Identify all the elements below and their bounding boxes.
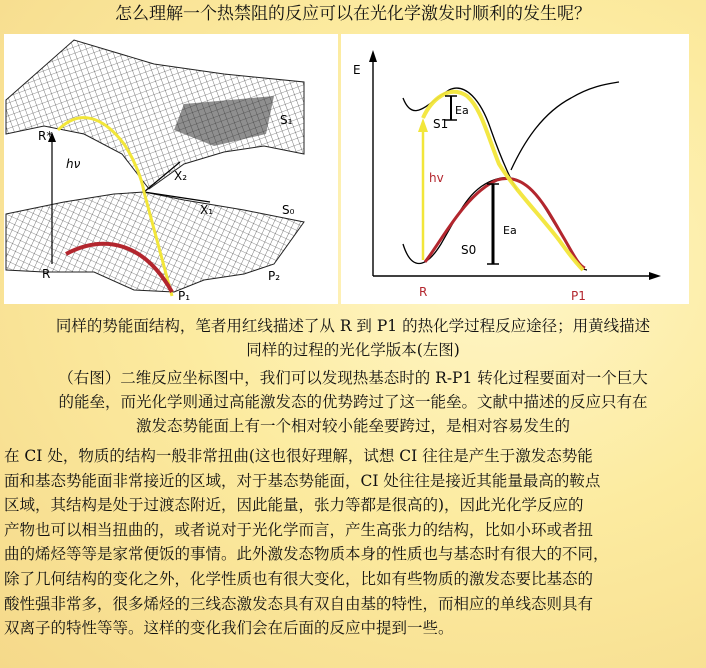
coordinate-axis-head xyxy=(649,272,661,280)
potential-surface-svg xyxy=(4,34,338,304)
potential-surface-3d-figure xyxy=(4,34,338,304)
paragraph-line: 激发态势能面上有一个相对较小能垒要跨过，是相对容易发生的 xyxy=(135,417,570,435)
paragraph-line: 曲的烯烃等等是家常便饭的事情。此外激发态物质本身的性质也与基态时有很大的不同， xyxy=(4,545,609,564)
paragraph-line: （右图）二维反应坐标图中，我们可以发现热基态时的 R-P1 转化过程要面对一个巨大 xyxy=(58,369,648,387)
paragraph-line: 双离子的特性等等。这样的变化我们会在后面的反应中提到一些。 xyxy=(4,619,454,638)
label-x2: X₂ xyxy=(174,169,188,183)
reaction-coordinate-figure xyxy=(341,34,689,304)
reaction-coordinate-svg xyxy=(341,34,689,304)
label-ea-upper: Ea xyxy=(455,104,469,117)
hv-arrow-right-head xyxy=(418,118,428,132)
label-x1: X₁ xyxy=(200,203,214,217)
page-title: 怎么理解一个热禁阻的反应可以在光化学激发时顺利的发生呢？ xyxy=(115,4,591,24)
s0-surface xyxy=(6,192,304,292)
paragraph-line: 在 CI 处，物质的结构一般非常扭曲(这也很好理解，试想 CI 往往是产生于激发态势能 xyxy=(4,447,593,465)
label-s0-left: S₀ xyxy=(282,203,295,217)
caption-line: 同样的势能面结构，笔者用红线描述了从 R 到 P1 的热化学过程反应途径；用黄线描述 xyxy=(55,317,651,335)
energy-axis-head xyxy=(369,50,377,62)
paragraph-line: 面和基态势能面非常接近的区域，对于基态势能面，CI 处往往是接近其能量最高的鞍点 xyxy=(4,471,601,490)
paragraph-line: 酸性强非常多，很多烯烃的三线态激发态具有双自由基的特性，而相应的单线态则具有 xyxy=(4,594,594,613)
label-r-right: R xyxy=(419,285,428,299)
label-p2: P₂ xyxy=(268,269,281,283)
s1-curve-right xyxy=(511,82,619,170)
paragraph-line: 区域，其结构是处于过渡态附近，因此能量，张力等都是很高的)，因此光化学反应的 xyxy=(4,496,584,515)
label-p1-right: P1 xyxy=(571,289,586,303)
label-r-star: R* xyxy=(38,129,53,143)
label-e-axis: E xyxy=(353,63,361,77)
paragraph-line: 除了几何结构的变化之外，化学性质也有很大变化，比如有些物质的激发态要比基态的 xyxy=(4,569,594,588)
paragraph-right-figure xyxy=(8,366,698,438)
label-ea-lower: Ea xyxy=(503,224,517,237)
figure-caption xyxy=(8,314,698,362)
label-p1-left: P₁ xyxy=(178,289,191,303)
paragraph-line: 产物也可以相当扭曲的，或者说对于光化学而言，产生高张力的结构，比如小环或者扭 xyxy=(4,520,594,539)
label-r-left: R xyxy=(42,267,51,281)
caption-line: 同样的过程的光化学版本(左图) xyxy=(246,341,460,359)
label-s1-right: S1 xyxy=(433,117,449,131)
label-s0-right: S0 xyxy=(461,243,477,257)
label-hv-left: hν xyxy=(66,157,81,171)
label-hv-right: hv xyxy=(429,171,444,185)
label-s1-left: S₁ xyxy=(280,113,293,127)
paragraph-line: 的能垒，而光化学则通过高能激发态的优势跨过了这一能垒。文献中描述的反应只有在 xyxy=(58,393,648,411)
paragraph-ci xyxy=(4,444,702,641)
